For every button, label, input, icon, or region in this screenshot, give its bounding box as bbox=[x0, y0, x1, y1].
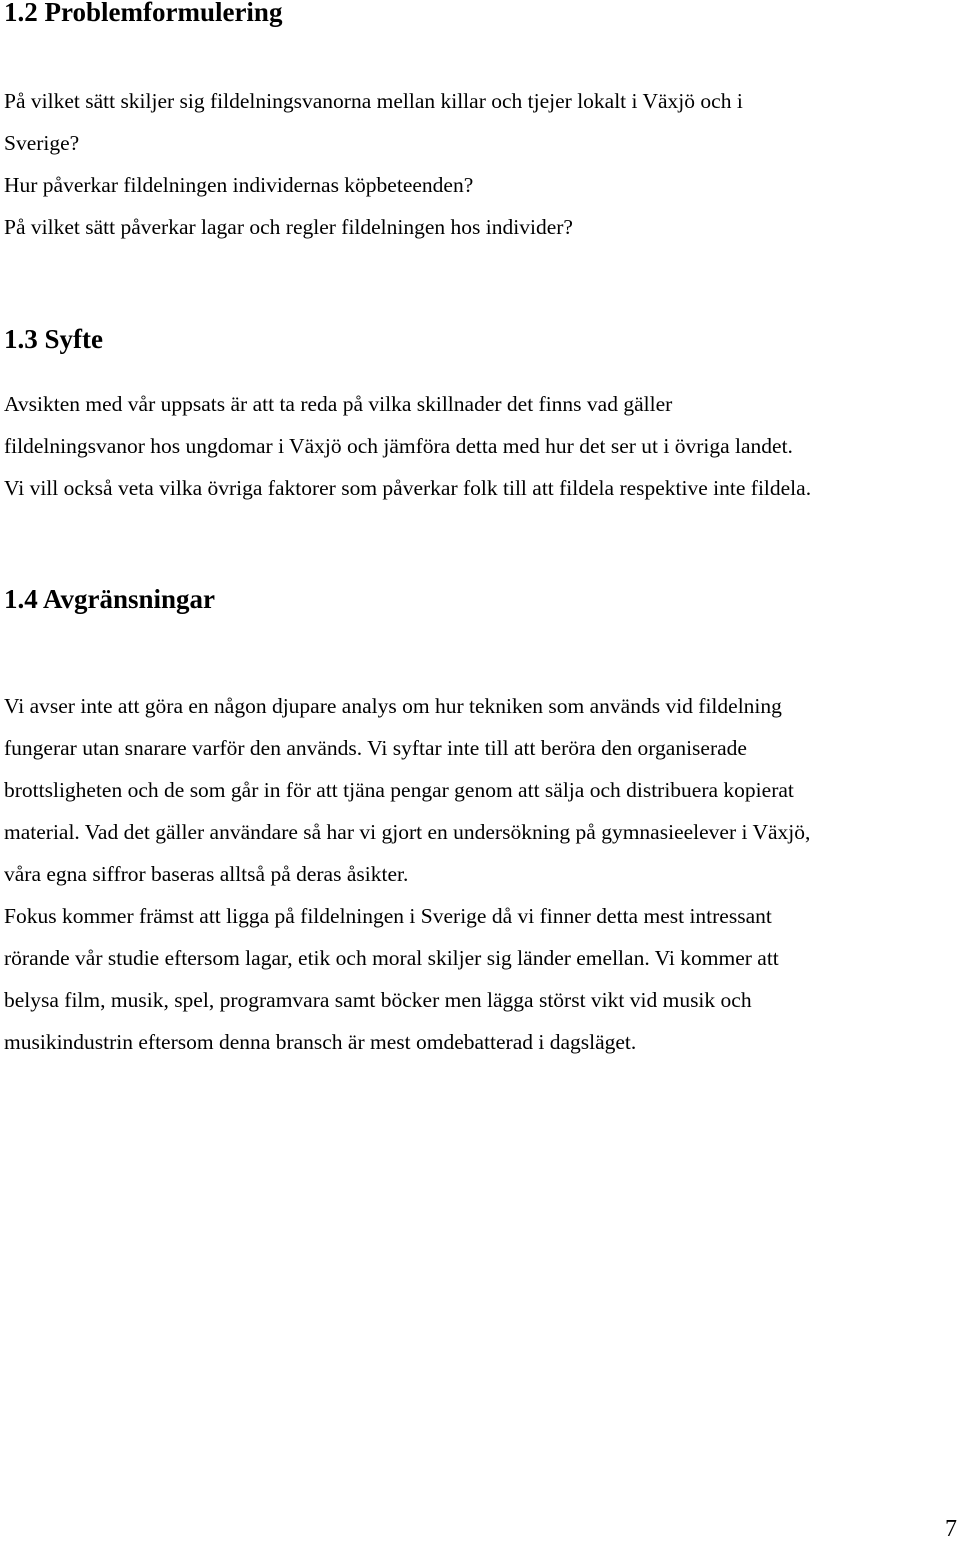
paragraph-line: våra egna siffror baseras alltså på deras åsikter. bbox=[4, 862, 409, 886]
paragraph-line: material. Vad det gäller användare så har vi gjort en undersökning på gymnasieelever i Växjö, bbox=[4, 820, 811, 844]
paragraph-line: fungerar utan snarare varför den används. Vi syftar inte till att beröra den organiserade bbox=[4, 736, 747, 760]
section-heading-avgransningar: 1.4 Avgränsningar bbox=[4, 584, 216, 614]
page-number: 7 bbox=[945, 1516, 957, 1542]
paragraph-line: Hur påverkar fildelningen individernas köpbeteenden? bbox=[4, 173, 474, 197]
section-heading-syfte: 1.3 Syfte bbox=[4, 324, 103, 354]
paragraph-line: brottsligheten och de som går in för att tjäna pengar genom att sälja och distribuera kopierat bbox=[4, 778, 794, 802]
paragraph-line: rörande vår studie eftersom lagar, etik och moral skiljer sig länder emellan. Vi kommer att bbox=[4, 946, 779, 970]
paragraph-line: På vilket sätt skiljer sig fildelningsvanorna mellan killar och tjejer lokalt i Växjö och i bbox=[4, 89, 743, 113]
paragraph-line: På vilket sätt påverkar lagar och regler fildelningen hos individer? bbox=[4, 215, 573, 239]
paragraph-line: Vi vill också veta vilka övriga faktorer som påverkar folk till att fildela respektive inte fildela. bbox=[4, 476, 812, 500]
paragraph-line: belysa film, musik, spel, programvara samt böcker men lägga störst vikt vid musik och bbox=[4, 988, 752, 1012]
paragraph-line: musikindustrin eftersom denna bransch är mest omdebatterad i dagsläget. bbox=[4, 1030, 637, 1054]
paragraph-line: Fokus kommer främst att ligga på fildelningen i Sverige då vi finner detta mest intressant bbox=[4, 904, 772, 928]
paragraph-line: Avsikten med vår uppsats är att ta reda på vilka skillnader det finns vad gäller bbox=[4, 392, 673, 416]
paragraph-line: fildelningsvanor hos ungdomar i Växjö och jämföra detta med hur det ser ut i övriga landet. bbox=[4, 434, 793, 458]
paragraph-line: Vi avser inte att göra en någon djupare analys om hur tekniken som används vid fildelning bbox=[4, 694, 782, 718]
section-heading-problemformulering: 1.2 Problemformulering bbox=[4, 0, 283, 27]
paragraph-line: Sverige? bbox=[4, 131, 80, 155]
